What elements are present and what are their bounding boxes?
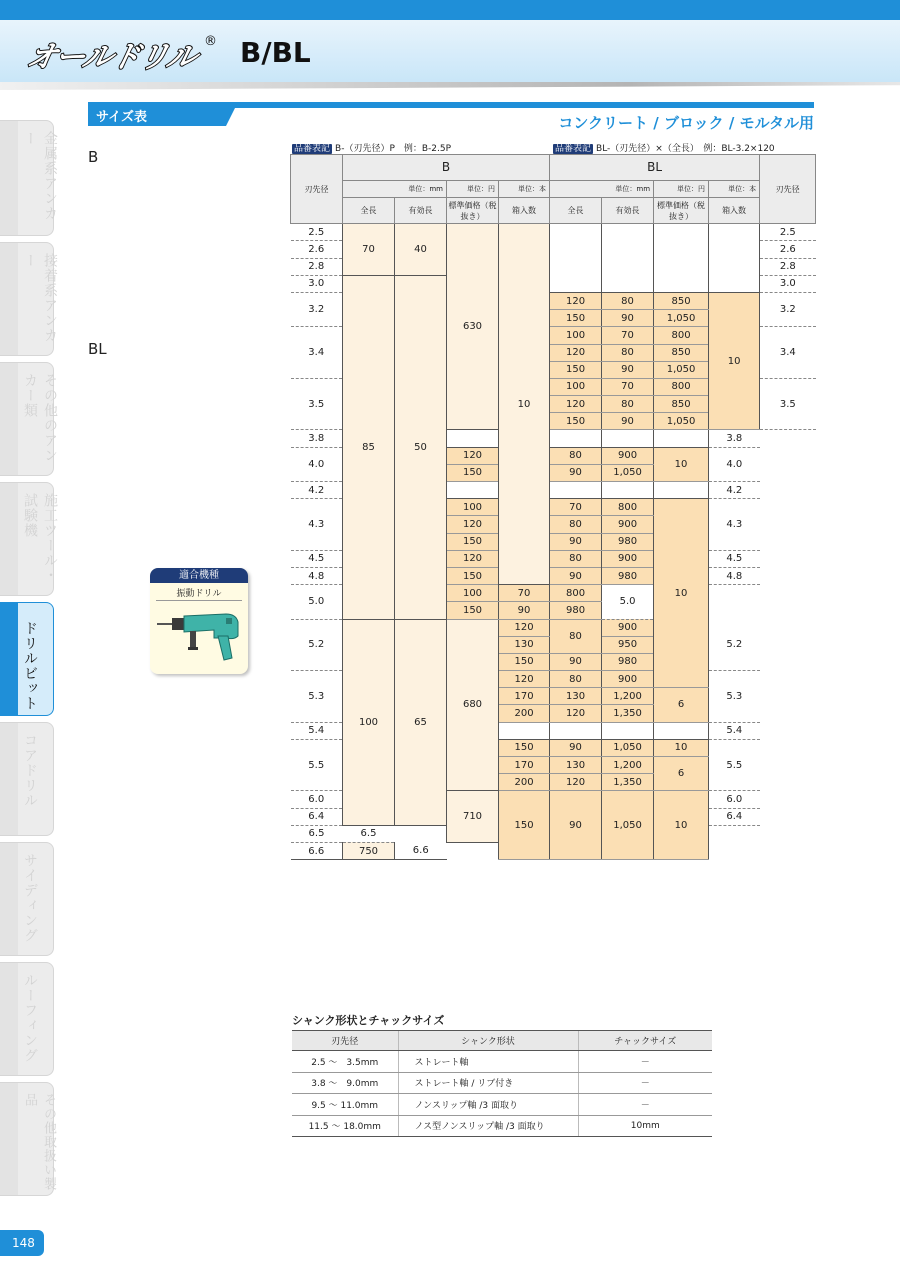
dia-cell: 3.5 bbox=[760, 378, 816, 430]
side-tab-adhesive-anchor[interactable] bbox=[0, 242, 58, 356]
shank-chuck-cell: － bbox=[578, 1094, 712, 1116]
col-effective: 有効長 bbox=[395, 198, 447, 224]
table-row bbox=[292, 1072, 712, 1094]
dia-cell: 5.2 bbox=[291, 619, 343, 671]
bl-effective-cell: 70 bbox=[602, 327, 654, 344]
col-price: 標準価格（税抜き） bbox=[447, 198, 499, 224]
empty-cell bbox=[709, 224, 760, 293]
bl-price-cell: 900 bbox=[602, 447, 654, 464]
b-notation bbox=[292, 141, 451, 154]
bl-price-cell: 850 bbox=[654, 292, 709, 309]
side-tab-label: ドリルビット bbox=[22, 621, 38, 711]
bl-effective-cell: 70 bbox=[602, 378, 654, 395]
dia-cell: 4.5 bbox=[709, 550, 760, 567]
shank-shape-cell: ストレート軸 / リブ付き bbox=[398, 1072, 578, 1094]
bl-length-cell: 150 bbox=[447, 464, 499, 481]
shank-chuck-cell: － bbox=[578, 1072, 712, 1094]
col-price: 標準価格（税抜き） bbox=[654, 198, 709, 224]
dia-cell: 4.5 bbox=[291, 550, 343, 567]
col-box: 箱入数 bbox=[499, 198, 550, 224]
bl-price-cell: 980 bbox=[602, 567, 654, 584]
bl-box-cell: 10 bbox=[709, 292, 760, 430]
bl-box-cell: 10 bbox=[654, 447, 709, 481]
tab-strip bbox=[0, 1083, 18, 1195]
bl-length-cell: 120 bbox=[499, 619, 550, 636]
top-accent-bar bbox=[0, 0, 900, 20]
bl-effective-cell: 80 bbox=[550, 447, 602, 464]
bl-box-cell: 10 bbox=[654, 791, 709, 860]
side-tab-label: 金属系アンカー bbox=[22, 131, 58, 221]
table-row bbox=[291, 619, 816, 636]
bl-notation-text: BL-（刃先径）×（全長） 例：BL-3.2×120 bbox=[596, 144, 775, 154]
table-row bbox=[292, 1094, 712, 1116]
size-table bbox=[290, 154, 816, 860]
dia-cell: 5.4 bbox=[291, 722, 343, 739]
bl-box-cell: 10 bbox=[654, 499, 709, 688]
bl-effective-cell: 90 bbox=[550, 464, 602, 481]
bl-price-cell: 950 bbox=[602, 636, 654, 653]
bl-length-cell: 120 bbox=[447, 550, 499, 567]
machine-name: 振動ドリル bbox=[156, 586, 242, 601]
bl-price-cell: 850 bbox=[654, 344, 709, 361]
col-effective: 有効長 bbox=[602, 198, 654, 224]
bl-length-cell: 100 bbox=[447, 585, 499, 602]
empty-cell bbox=[602, 224, 654, 293]
bl-price-cell: 1,200 bbox=[602, 757, 654, 774]
tab-strip bbox=[0, 363, 18, 475]
shank-header-dia: 刃先径 bbox=[292, 1031, 398, 1051]
tab-strip bbox=[0, 121, 18, 235]
section-title: サイズ表 bbox=[96, 110, 147, 125]
shank-table-title: シャンク形状とチャックサイズ bbox=[292, 1014, 445, 1027]
bl-effective-cell: 90 bbox=[550, 653, 602, 670]
bl-price-cell: 900 bbox=[602, 550, 654, 567]
unit-pcs: 単位：本 bbox=[499, 181, 550, 198]
col-length: 全長 bbox=[343, 198, 395, 224]
tab-strip bbox=[0, 243, 18, 355]
b-price-cell: 750 bbox=[343, 842, 395, 859]
bl-effective-cell: 80 bbox=[550, 619, 602, 653]
dia-cell: 3.8 bbox=[709, 430, 760, 447]
bl-effective-cell: 90 bbox=[550, 567, 602, 584]
bl-effective-cell: 70 bbox=[550, 499, 602, 516]
empty-cell bbox=[602, 430, 654, 447]
dia-cell: 6.0 bbox=[291, 791, 343, 808]
bl-length-cell: 130 bbox=[499, 636, 550, 653]
dia-cell: 3.5 bbox=[291, 378, 343, 430]
bl-length-cell: 200 bbox=[499, 774, 550, 791]
tab-strip bbox=[0, 723, 18, 835]
bl-price-cell: 800 bbox=[654, 327, 709, 344]
bl-effective-cell: 80 bbox=[550, 516, 602, 533]
shank-dia-cell: 9.5 ～ 11.0mm bbox=[292, 1094, 398, 1116]
bl-price-cell: 1,200 bbox=[602, 688, 654, 705]
empty-cell bbox=[654, 224, 709, 293]
bl-length-cell: 150 bbox=[447, 602, 499, 619]
side-tab-tools[interactable] bbox=[0, 482, 58, 596]
side-tab-label: 接着系アンカー bbox=[22, 253, 58, 343]
empty-cell bbox=[602, 722, 654, 739]
side-tab-label: その他取扱い製品 bbox=[22, 1093, 56, 1191]
dia-cell: 3.2 bbox=[760, 292, 816, 326]
dia-cell: 5.5 bbox=[291, 739, 343, 791]
bl-length-cell: 100 bbox=[447, 499, 499, 516]
bl-length-cell: 100 bbox=[550, 327, 602, 344]
bl-price-cell: 900 bbox=[602, 619, 654, 636]
table-row bbox=[292, 1051, 712, 1073]
unit-yen: 単位：円 bbox=[447, 181, 499, 198]
empty-cell bbox=[499, 722, 550, 739]
bl-length-cell: 120 bbox=[499, 671, 550, 688]
side-tab-other-anchors[interactable] bbox=[0, 362, 58, 476]
hammer-drill-icon bbox=[154, 610, 244, 668]
dia-cell: 3.2 bbox=[291, 292, 343, 326]
b-effective-cell: 65 bbox=[395, 619, 447, 825]
page-title: B/BL bbox=[240, 36, 311, 69]
side-tab-label: その他のアンカー類 bbox=[22, 373, 58, 463]
table-row bbox=[291, 224, 816, 241]
empty-cell bbox=[654, 482, 709, 499]
dia-cell: 2.6 bbox=[291, 241, 343, 258]
shank-shape-cell: ノンスリップ軸 /3 面取り bbox=[398, 1094, 578, 1116]
bl-effective-cell: 90 bbox=[602, 361, 654, 378]
bl-box-cell: 6 bbox=[654, 757, 709, 791]
bl-effective-cell: 120 bbox=[550, 705, 602, 722]
bl-length-cell: 150 bbox=[447, 567, 499, 584]
dia-cell: 5.3 bbox=[291, 671, 343, 723]
empty-cell bbox=[550, 482, 602, 499]
dia-cell: 5.0 bbox=[602, 585, 654, 619]
b-price-cell: 680 bbox=[447, 619, 499, 791]
side-tab-core-drill[interactable] bbox=[0, 722, 54, 836]
tab-strip bbox=[0, 483, 18, 595]
notation-tag: 品番表記 bbox=[294, 144, 331, 154]
group-header-bl: BL bbox=[550, 155, 760, 181]
side-tab-label: ルーフィング bbox=[22, 973, 38, 1063]
bl-effective-cell: 130 bbox=[550, 757, 602, 774]
shank-dia-cell: 11.5 ～ 18.0mm bbox=[292, 1115, 398, 1137]
shank-table bbox=[292, 1030, 712, 1137]
bl-length-cell: 120 bbox=[447, 447, 499, 464]
bl-box-cell: 6 bbox=[654, 688, 709, 722]
compatible-machine-box bbox=[150, 568, 248, 674]
dia-cell: 4.8 bbox=[291, 567, 343, 584]
side-tab-label: サイディング bbox=[22, 853, 38, 943]
group-header-b: B bbox=[343, 155, 550, 181]
shank-chuck-cell: － bbox=[578, 1051, 712, 1073]
empty-cell bbox=[654, 722, 709, 739]
registered-mark: ® bbox=[204, 34, 217, 49]
bl-price-cell: 1,050 bbox=[654, 413, 709, 430]
bl-effective-cell: 80 bbox=[550, 550, 602, 567]
brand-logo: オールドリル bbox=[23, 40, 199, 75]
unit-yen: 単位：円 bbox=[654, 181, 709, 198]
tab-strip bbox=[0, 963, 18, 1075]
bl-length-cell: 170 bbox=[499, 688, 550, 705]
bl-effective-cell: 90 bbox=[550, 533, 602, 550]
empty-cell bbox=[550, 722, 602, 739]
bl-price-cell: 980 bbox=[602, 533, 654, 550]
shank-dia-cell: 3.8 ～ 9.0mm bbox=[292, 1072, 398, 1094]
bl-effective-cell: 130 bbox=[550, 688, 602, 705]
b-price-cell: 630 bbox=[447, 224, 499, 430]
dia-cell: 4.3 bbox=[709, 499, 760, 551]
bl-length-cell: 150 bbox=[550, 310, 602, 327]
dia-cell: 4.0 bbox=[709, 447, 760, 481]
empty-cell bbox=[654, 430, 709, 447]
empty-cell bbox=[447, 482, 499, 499]
bl-effective-cell: 90 bbox=[499, 602, 550, 619]
unit-pcs: 単位：本 bbox=[709, 181, 760, 198]
dia-cell: 5.3 bbox=[709, 671, 760, 723]
machine-title: 適合機種 bbox=[150, 568, 248, 583]
bl-price-cell: 1,050 bbox=[654, 361, 709, 378]
unit-mm: 単位：mm bbox=[550, 181, 654, 198]
b-length-cell: 100 bbox=[343, 619, 395, 825]
bl-price-cell: 1,350 bbox=[602, 774, 654, 791]
table-row bbox=[292, 1115, 712, 1137]
dia-cell: 4.2 bbox=[291, 482, 343, 499]
dia-cell: 6.6 bbox=[395, 842, 447, 859]
bl-box-cell: 10 bbox=[654, 739, 709, 756]
side-tab-drill-bit[interactable] bbox=[0, 602, 54, 716]
bl-effective-cell: 80 bbox=[602, 396, 654, 413]
side-tab-label: コアドリル bbox=[22, 733, 38, 808]
dia-cell: 5.5 bbox=[709, 739, 760, 791]
bl-price-cell: 980 bbox=[550, 602, 602, 619]
bl-length-cell: 150 bbox=[550, 361, 602, 378]
bl-effective-cell: 70 bbox=[499, 585, 550, 602]
bl-effective-cell: 120 bbox=[550, 774, 602, 791]
bl-length-cell: 150 bbox=[550, 413, 602, 430]
bl-length-cell: 150 bbox=[447, 533, 499, 550]
tab-strip bbox=[0, 603, 18, 715]
empty-cell bbox=[550, 430, 602, 447]
usage-label: コンクリート / ブロック / モルタル用 bbox=[558, 114, 814, 132]
b-box-cell: 10 bbox=[499, 224, 550, 585]
b-effective-cell: 50 bbox=[395, 275, 447, 619]
side-tab-siding[interactable] bbox=[0, 842, 54, 956]
b-length-cell: 70 bbox=[343, 224, 395, 276]
bl-length-cell: 120 bbox=[447, 516, 499, 533]
bl-price-cell: 1,050 bbox=[602, 739, 654, 756]
bl-effective-cell: 90 bbox=[550, 739, 602, 756]
bl-effective-cell: 90 bbox=[602, 413, 654, 430]
bl-effective-cell: 80 bbox=[602, 292, 654, 309]
bl-price-cell: 800 bbox=[654, 378, 709, 395]
bl-price-cell: 1,050 bbox=[602, 791, 654, 860]
dia-cell: 6.5 bbox=[291, 825, 343, 842]
bl-price-cell: 980 bbox=[602, 653, 654, 670]
label-b: B bbox=[88, 148, 99, 166]
dia-cell: 4.0 bbox=[291, 447, 343, 481]
dia-cell: 6.6 bbox=[291, 842, 343, 859]
empty-cell bbox=[550, 224, 602, 293]
dia-cell: 2.5 bbox=[291, 224, 343, 241]
bl-price-cell: 900 bbox=[602, 671, 654, 688]
label-bl: BL bbox=[88, 340, 107, 358]
notation-tag: 品番表記 bbox=[555, 144, 592, 154]
bl-length-cell: 200 bbox=[499, 705, 550, 722]
side-tab-roofing[interactable] bbox=[0, 962, 54, 1076]
col-box: 箱入数 bbox=[709, 198, 760, 224]
dia-cell: 4.2 bbox=[709, 482, 760, 499]
bl-length-cell: 150 bbox=[499, 653, 550, 670]
bl-effective-cell: 90 bbox=[550, 791, 602, 860]
dia-cell: 3.4 bbox=[760, 327, 816, 379]
side-tab-other-products[interactable] bbox=[0, 1082, 54, 1196]
bl-length-cell: 100 bbox=[550, 378, 602, 395]
header-shadow bbox=[0, 82, 900, 90]
b-notation-text: B-（刃先径）P 例：B-2.5P bbox=[335, 144, 452, 154]
bl-price-cell: 800 bbox=[550, 585, 602, 602]
bl-price-cell: 800 bbox=[602, 499, 654, 516]
side-tab-label: 施工ツール・試験機 bbox=[22, 493, 58, 583]
bl-length-cell: 150 bbox=[499, 739, 550, 756]
bl-effective-cell: 80 bbox=[602, 344, 654, 361]
b-price-cell: 710 bbox=[447, 791, 499, 843]
dia-cell: 6.5 bbox=[343, 825, 395, 842]
dia-cell: 5.2 bbox=[709, 619, 760, 671]
shank-chuck-cell: 10mm bbox=[578, 1115, 712, 1137]
side-tab-metal-anchor[interactable] bbox=[0, 120, 58, 236]
dia-cell: 4.3 bbox=[291, 499, 343, 551]
dia-cell: 2.8 bbox=[291, 258, 343, 275]
bl-price-cell: 1,050 bbox=[654, 310, 709, 327]
bl-length-cell: 120 bbox=[550, 396, 602, 413]
bl-length-cell: 170 bbox=[499, 757, 550, 774]
bl-price-cell: 900 bbox=[602, 516, 654, 533]
dia-cell: 6.4 bbox=[709, 808, 760, 825]
dia-cell: 5.4 bbox=[709, 722, 760, 739]
bl-length-cell: 150 bbox=[499, 791, 550, 860]
bl-length-cell: 120 bbox=[550, 344, 602, 361]
dia-cell: 3.0 bbox=[291, 275, 343, 292]
dia-cell: 2.8 bbox=[760, 258, 816, 275]
tab-strip bbox=[0, 843, 18, 955]
page-number: 148 bbox=[0, 1230, 44, 1256]
dia-cell: 3.8 bbox=[291, 430, 343, 447]
b-length-cell: 85 bbox=[343, 275, 395, 619]
dia-cell: 3.4 bbox=[291, 327, 343, 379]
bl-effective-cell: 80 bbox=[550, 671, 602, 688]
shank-shape-cell: ストレート軸 bbox=[398, 1051, 578, 1073]
bl-price-cell: 1,350 bbox=[602, 705, 654, 722]
b-effective-cell: 40 bbox=[395, 224, 447, 276]
bl-effective-cell: 90 bbox=[602, 310, 654, 327]
bl-length-cell: 120 bbox=[550, 292, 602, 309]
dia-cell: 6.0 bbox=[709, 791, 760, 808]
dia-cell: 5.0 bbox=[291, 585, 343, 619]
shank-shape-cell: ノス型ノンスリップ軸 /3 面取り bbox=[398, 1115, 578, 1137]
bl-price-cell: 850 bbox=[654, 396, 709, 413]
bl-price-cell: 1,050 bbox=[602, 464, 654, 481]
shank-dia-cell: 2.5 ～ 3.5mm bbox=[292, 1051, 398, 1073]
shank-header-shape: シャンク形状 bbox=[398, 1031, 578, 1051]
dia-header-left: 刃先径 bbox=[291, 155, 343, 224]
bl-notation bbox=[553, 141, 775, 154]
dia-cell: 4.8 bbox=[709, 567, 760, 584]
empty-cell bbox=[447, 430, 499, 447]
empty-cell bbox=[602, 482, 654, 499]
shank-header-chuck: チャックサイズ bbox=[578, 1031, 712, 1051]
dia-cell: 3.0 bbox=[760, 275, 816, 292]
col-length: 全長 bbox=[550, 198, 602, 224]
dia-cell: 6.4 bbox=[291, 808, 343, 825]
dia-cell: 2.6 bbox=[760, 241, 816, 258]
dia-header-right: 刃先径 bbox=[760, 155, 816, 224]
unit-mm: 単位：mm bbox=[343, 181, 447, 198]
dia-cell: 2.5 bbox=[760, 224, 816, 241]
